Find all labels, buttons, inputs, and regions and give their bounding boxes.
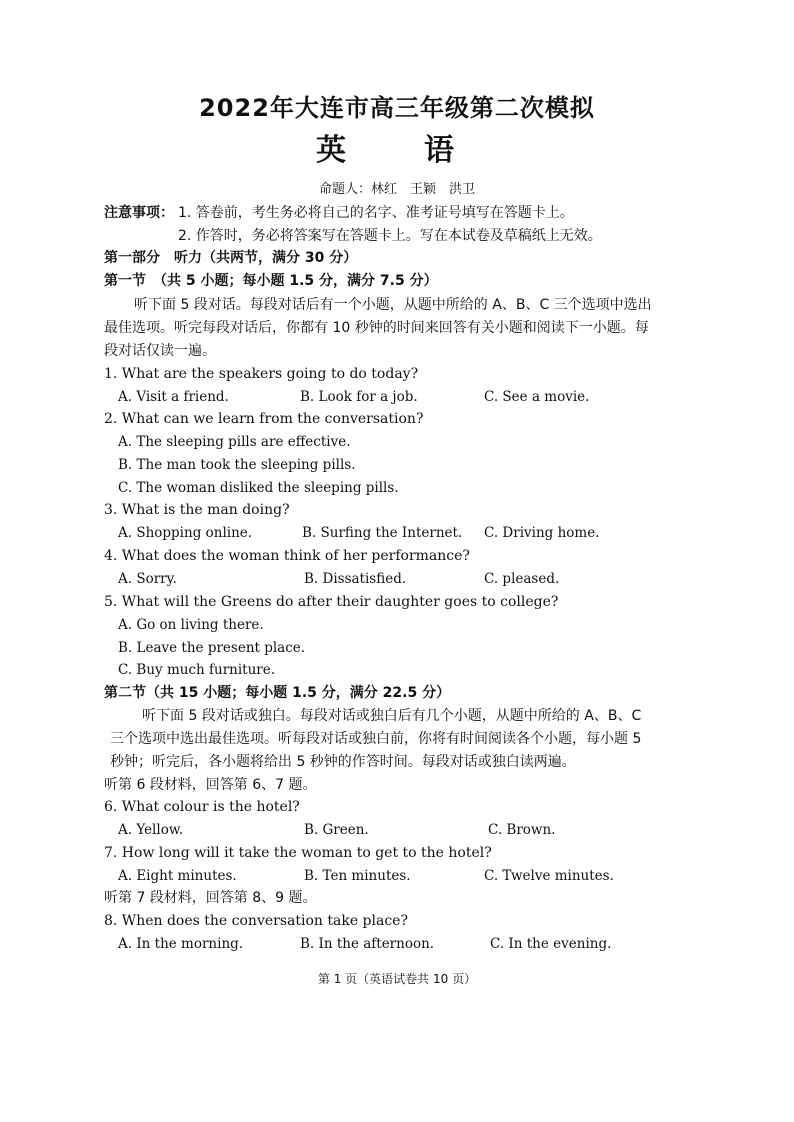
- q2-option-b: B. The man took the sleeping pills.: [118, 457, 356, 473]
- q5-option-c: C. Buy much furniture.: [118, 662, 276, 678]
- section1-instruction-3: 段对话仅读一遍。: [104, 343, 216, 359]
- q7-option-a: A. Eight minutes.: [118, 868, 237, 884]
- section1-instruction-2: 最佳选项。听完每段对话后，你都有 10 秒钟的时间来回答有关小题和阅读下一小题。每: [104, 320, 649, 336]
- q8-option-b: B. In the afternoon.: [300, 936, 435, 952]
- q4-option-a: A. Sorry.: [118, 571, 177, 587]
- section2-heading: 第二节（共 15 小题；每小题 1.5 分，满分 22.5 分）: [104, 685, 451, 701]
- question-4: 4. What does the woman think of her performance?: [104, 548, 470, 564]
- exam-title: 2022年大连市高三年级第二次模拟: [199, 94, 595, 122]
- q8-option-c: C. In the evening.: [490, 936, 612, 952]
- question-8: 8. When does the conversation take place?: [104, 913, 408, 929]
- question-3: 3. What is the man doing?: [104, 502, 290, 518]
- q3-option-b: B. Surfing the Internet.: [302, 525, 463, 541]
- q5-option-a: A. Go on living there.: [118, 617, 264, 633]
- q4-option-b: B. Dissatisfied.: [304, 571, 407, 587]
- q5-option-b: B. Leave the present place.: [118, 640, 306, 656]
- notes-label: 注意事项：: [104, 205, 174, 221]
- question-5: 5. What will the Greens do after their daughter goes to college?: [104, 594, 559, 610]
- question-1: 1. What are the speakers going to do today?: [104, 366, 419, 382]
- q1-option-b: B. Look for a job.: [300, 389, 418, 405]
- section1-heading: 第一节 （共 5 小题；每小题 1.5 分，满分 7.5 分）: [104, 273, 438, 289]
- question-2: 2. What can we learn from the conversation?: [104, 411, 424, 427]
- section1-instruction-1: 听下面 5 段对话。每段对话后有一个小题，从题中所给的 A、B、C 三个选项中选出: [134, 297, 652, 313]
- section2-instruction-1: 听下面 5 段对话或独白。每段对话或独白后有几个小题，从题中所给的 A、B、C: [142, 708, 642, 724]
- section2-instruction-2: 三个选项中选出最佳选项。听每段对话或独白前，你将有时间阅读各个小题，每小题 5: [110, 731, 642, 747]
- q6-option-c: C. Brown.: [488, 822, 556, 838]
- q6-option-b: B. Green.: [304, 822, 369, 838]
- q7-option-b: B. Ten minutes.: [304, 868, 411, 884]
- question-6: 6. What colour is the hotel?: [104, 799, 300, 815]
- part1-heading: 第一部分 听力（共两节，满分 30 分）: [104, 250, 358, 266]
- authors-line: 命题人：林红 王颖 洪卫: [318, 182, 475, 197]
- q7-option-c: C. Twelve minutes.: [484, 868, 614, 884]
- q2-option-a: A. The sleeping pills are effective.: [118, 434, 351, 450]
- q3-option-a: A. Shopping online.: [118, 525, 253, 541]
- q4-option-c: C. pleased.: [484, 571, 560, 587]
- page-footer: 第 1 页（英语试卷共 10 页）: [317, 972, 477, 986]
- material-6-note: 听第 6 段材料，回答第 6、7 题。: [104, 777, 317, 793]
- q1-option-c: C. See a movie.: [484, 389, 590, 405]
- q3-option-c: C. Driving home.: [484, 525, 600, 541]
- notes-item-1: 1. 答卷前，考生务必将自己的名字、准考证号填写在答题卡上。: [178, 205, 574, 221]
- question-7: 7. How long will it take the woman to get to the hotel?: [104, 845, 492, 861]
- notes-item-2: 2. 作答时，务必将答案写在答题卡上。写在本试卷及草稿纸上无效。: [178, 228, 602, 244]
- q2-option-c: C. The woman disliked the sleeping pills.: [118, 480, 399, 496]
- subject-title: 英 语: [316, 133, 478, 168]
- q8-option-a: A. In the morning.: [118, 936, 244, 952]
- q6-option-a: A. Yellow.: [118, 822, 184, 838]
- q1-option-a: A. Visit a friend.: [118, 389, 229, 405]
- material-7-note: 听第 7 段材料，回答第 8、9 题。: [104, 890, 317, 906]
- section2-instruction-3: 秒钟；听完后，各小题将给出 5 秒钟的作答时间。每段对话或独白读两遍。: [110, 754, 576, 770]
